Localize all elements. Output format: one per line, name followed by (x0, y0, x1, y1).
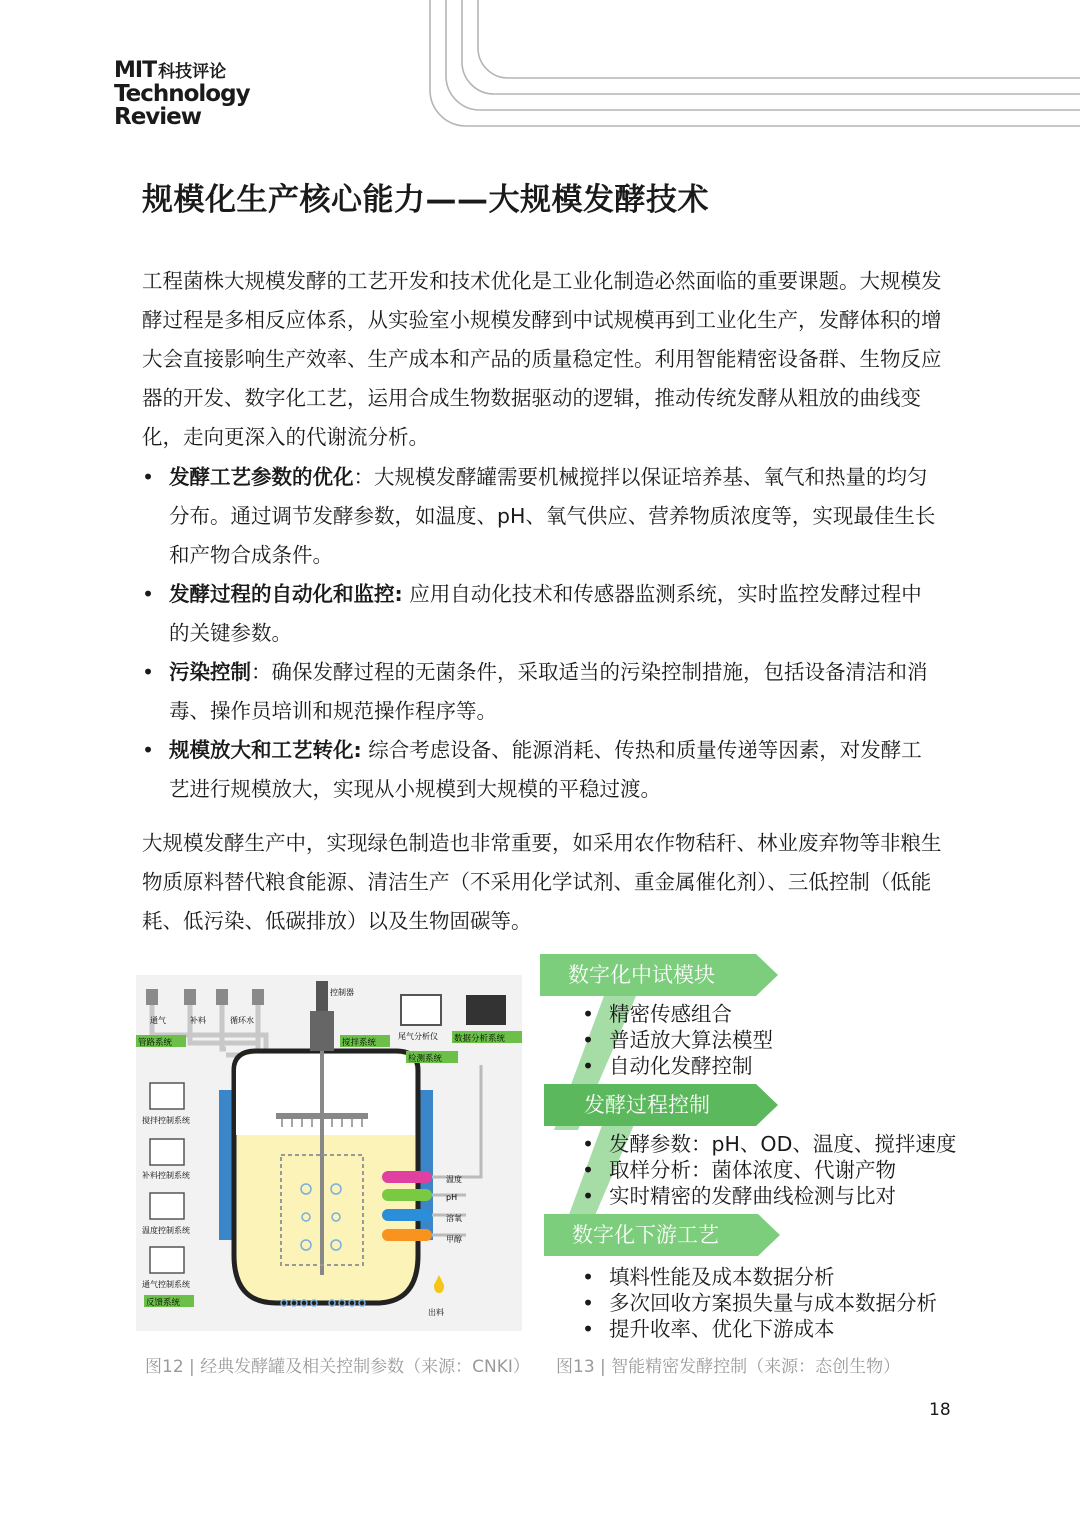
svg-text:甲醇: 甲醇 (446, 1235, 462, 1244)
svg-text:反馈系统: 反馈系统 (146, 1298, 181, 1308)
section-banner: 数字化中试模块 (568, 963, 715, 987)
svg-text:检测系统: 检测系统 (408, 1054, 443, 1064)
svg-text:补料: 补料 (190, 1016, 206, 1025)
list-item: • 提升收率、优化下游成本 (582, 1316, 937, 1342)
bullet-item: • 发酵过程的自动化和监控: 应用自动化技术和传感器监测系统，实时监控发酵过程中的关键参数。 (142, 575, 942, 653)
bullet-list (142, 458, 942, 809)
section-item-list (582, 1001, 773, 1079)
svg-text:温度: 温度 (446, 1175, 462, 1184)
list-item: • 自动化发酵控制 (582, 1053, 773, 1079)
svg-text:循环水: 循环水 (230, 1016, 254, 1025)
svg-text:pH: pH (446, 1193, 458, 1202)
page-number: 18 (929, 1400, 951, 1420)
svg-text:搅拌系统: 搅拌系统 (342, 1038, 377, 1048)
list-item: • 普适放大算法模型 (582, 1027, 773, 1053)
svg-text:出料: 出料 (428, 1308, 444, 1317)
svg-text:通气控制系统: 通气控制系统 (142, 1280, 190, 1289)
svg-text:补料控制系统: 补料控制系统 (142, 1171, 190, 1180)
section-banner: 数字化下游工艺 (572, 1223, 719, 1247)
svg-text:搅拌控制系统: 搅拌控制系统 (142, 1116, 190, 1125)
section-title: 规模化生产核心能力——大规模发酵技术 (142, 182, 709, 218)
list-item: • 取样分析：菌体浓度、代谢产物 (582, 1157, 956, 1183)
list-item: • 填料性能及成本数据分析 (582, 1264, 937, 1290)
figure-12-caption: 图12 | 经典发酵罐及相关控制参数（来源：CNKI） (145, 1357, 530, 1377)
figure-13-caption: 图13 | 智能精密发酵控制（来源：态创生物） (556, 1357, 901, 1377)
bullet-item: • 污染控制：确保发酵过程的无菌条件，采取适当的污染控制措施，包括设备清洁和消毒、操作员培训和规范操作程序等。 (142, 653, 942, 731)
list-item: • 多次回收方案损失量与成本数据分析 (582, 1290, 937, 1316)
section-item-list (582, 1131, 956, 1209)
list-item: • 精密传感组合 (582, 1001, 773, 1027)
svg-text:管路系统: 管路系统 (138, 1038, 173, 1048)
list-item: • 发酵参数：pH、OD、温度、搅拌速度 (582, 1131, 956, 1157)
section-item-list (582, 1264, 937, 1342)
section-banner: 发酵过程控制 (584, 1093, 710, 1117)
svg-text:温度控制系统: 温度控制系统 (142, 1226, 190, 1235)
svg-text:数据分析系统: 数据分析系统 (454, 1034, 506, 1044)
svg-text:通气: 通气 (150, 1016, 166, 1025)
svg-text:溶氧: 溶氧 (446, 1214, 462, 1223)
svg-text:控制器: 控制器 (330, 988, 354, 997)
list-item: • 实时精密的发酵曲线检测与比对 (582, 1183, 956, 1209)
svg-text:尾气分析仪: 尾气分析仪 (398, 1032, 438, 1041)
green-manufacturing-paragraph: 大规模发酵生产中，实现绿色制造也非常重要，如采用农作物秸秆、林业废弃物等非粮生物质原料替代粮食能源、清洁生产（不采用化学试剂、重金属催化剂）、三低控制（低能耗、低污染、低碳排放）以及生物固碳等。 (142, 831, 942, 933)
intro-paragraph: 工程菌株大规模发酵的工艺开发和技术优化是工业化制造必然面临的重要课题。大规模发酵过程是多相反应体系，从实验室小规模发酵到中试规模再到工业化生产，发酵体积的增大会直接影响生产效率、生产成本和产品的质量稳定性。利用智能精密设备群、生物反应器的开发、数字化工艺，运用合成生物数据驱动的逻辑，推动传统发酵从粗放的曲线变化，走向更深入的代谢流分析。 (142, 269, 942, 449)
bullet-item: • 规模放大和工艺转化: 综合考虑设备、能源消耗、传热和质量传递等因素，对发酵工艺进行规模放大，实现从小规模到大规模的平稳过渡。 (142, 731, 942, 809)
bullet-item: • 发酵工艺参数的优化：大规模发酵罐需要机械搅拌以保证培养基、氧气和热量的均匀分布。通过调节发酵参数，如温度、pH、氧气供应、营养物质浓度等，实现最佳生长和产物合成条件。 (142, 458, 942, 575)
mit-technology-review-logo: MIT 科技评论 Technology Review (114, 58, 250, 130)
fermenter-diagram (136, 975, 522, 1331)
